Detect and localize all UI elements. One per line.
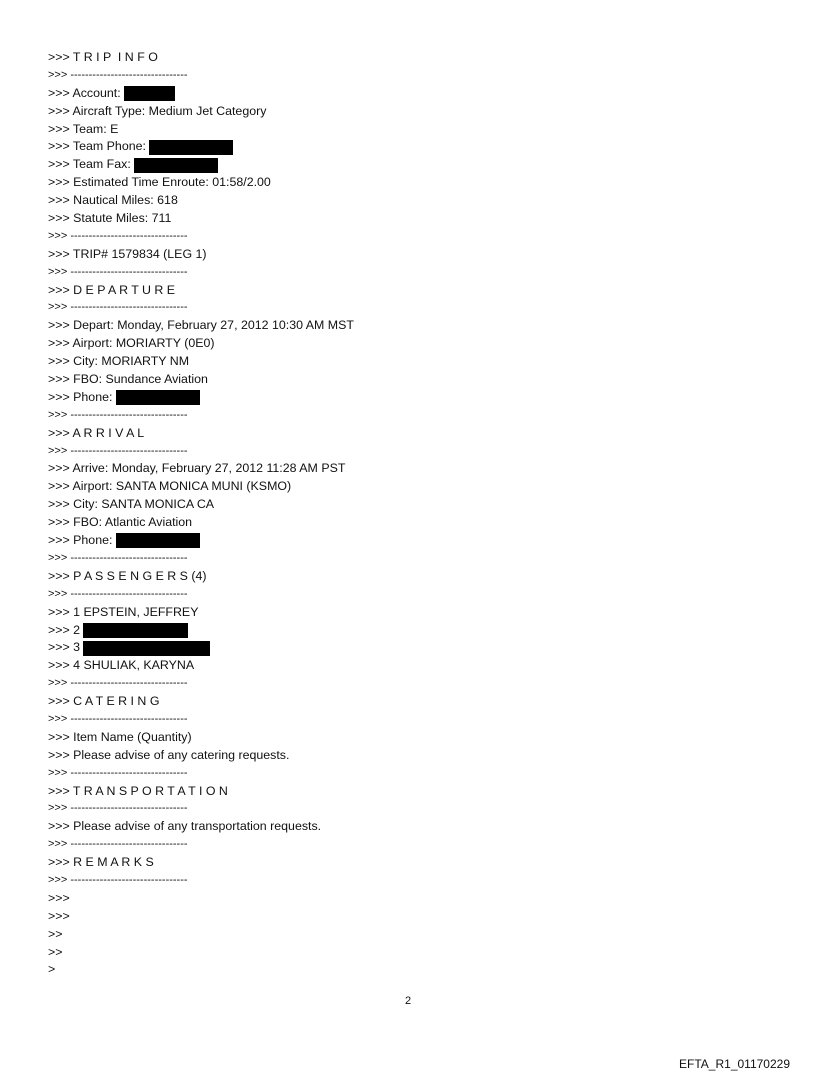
- doc-line-15: [48, 299, 748, 317]
- line-text: >>> --------------------------------: [48, 712, 188, 725]
- email-trip-document: [48, 49, 748, 979]
- doc-line-04: [48, 103, 748, 121]
- line-text: >>> 4 SHULIAK, KARYNA: [48, 658, 195, 673]
- line-text: >>> FBO: Atlantic Aviation: [48, 515, 193, 530]
- doc-line-14: [48, 282, 748, 300]
- doc-line-33: [48, 622, 748, 640]
- line-text: >>> --------------------------------: [48, 444, 188, 457]
- doc-line-46: [48, 854, 748, 872]
- doc-line-32: [48, 604, 748, 622]
- doc-line-49: [48, 908, 748, 926]
- line-text: >>> --------------------------------: [48, 838, 188, 851]
- doc-line-35: [48, 657, 748, 675]
- doc-line-40: [48, 747, 748, 765]
- line-text: >>> --------------------------------: [48, 802, 188, 815]
- doc-line-03: [48, 85, 748, 103]
- line-text: >>> --------------------------------: [48, 873, 188, 886]
- line-text: >>> Team Phone:: [48, 139, 150, 154]
- line-text: >>> A R R I V A L: [48, 425, 145, 440]
- page-number: 2: [404, 995, 412, 1007]
- line-text: >>> Team Fax:: [48, 157, 135, 172]
- line-text: >>> --------------------------------: [48, 677, 188, 690]
- line-text: >>> C A T E R I N G: [48, 694, 160, 709]
- doc-line-38: [48, 711, 748, 729]
- line-text: >>> --------------------------------: [48, 68, 188, 81]
- line-text: >>> T R I P I N F O: [48, 50, 158, 64]
- line-text: >>: [48, 926, 63, 941]
- doc-line-42: [48, 783, 748, 801]
- doc-line-20: [48, 389, 748, 407]
- line-text: >>> --------------------------------: [48, 229, 188, 242]
- doc-line-25: [48, 478, 748, 496]
- doc-line-36: [48, 675, 748, 693]
- line-text: >>> Depart: Monday, February 27, 2012 10:30 AM MST: [48, 318, 354, 333]
- redaction-box: [116, 390, 200, 405]
- redaction-box: [83, 623, 188, 638]
- doc-line-13: [48, 264, 748, 282]
- line-text: >>> --------------------------------: [48, 551, 188, 564]
- doc-line-50: [48, 926, 748, 944]
- line-text: >>> Please advise of any catering requests.: [48, 747, 290, 762]
- doc-line-34: [48, 639, 748, 657]
- doc-line-45: [48, 836, 748, 854]
- line-text: >>> --------------------------------: [48, 265, 188, 278]
- doc-line-31: [48, 586, 748, 604]
- doc-line-28: [48, 532, 748, 550]
- doc-line-05: [48, 121, 748, 139]
- redaction-box: [134, 158, 218, 173]
- doc-line-52: [48, 961, 748, 979]
- doc-line-06: [48, 138, 748, 156]
- doc-line-29: [48, 550, 748, 568]
- line-text: >>> --------------------------------: [48, 766, 188, 779]
- line-text: >>> D E P A R T U R E: [48, 282, 176, 297]
- line-text: >>> Airport: SANTA MONICA MUNI (KSMO): [48, 479, 292, 494]
- redaction-box: [149, 140, 233, 155]
- line-text: >>> Please advise of any transportation requests.: [48, 819, 322, 834]
- line-text: >>> Statute Miles: 711: [48, 211, 172, 226]
- doc-line-09: [48, 192, 748, 210]
- line-text: >>> --------------------------------: [48, 301, 188, 314]
- doc-line-39: [48, 729, 748, 747]
- doc-line-23: [48, 443, 748, 461]
- line-text: >>> FBO: Sundance Aviation: [48, 372, 208, 387]
- doc-line-51: [48, 944, 748, 962]
- doc-line-11: [48, 228, 748, 246]
- line-text: >>> Estimated Time Enroute: 01:58/2.00: [48, 175, 271, 190]
- doc-line-21: [48, 407, 748, 425]
- doc-line-02: [48, 67, 748, 85]
- line-text: >>> Nautical Miles: 618: [48, 193, 178, 208]
- line-text: >>> T R A N S P O R T A T I O N: [48, 783, 228, 798]
- line-text: >>> Airport: MORIARTY (0E0): [48, 336, 215, 351]
- doc-line-44: [48, 818, 748, 836]
- doc-line-48: [48, 890, 748, 908]
- line-text: >>>: [48, 890, 70, 905]
- line-text: >>>: [48, 908, 70, 923]
- line-text: >>> City: MORIARTY NM: [48, 354, 190, 369]
- bates-number: EFTA_R1_01170229: [679, 1057, 790, 1071]
- line-text: >>> TRIP# 1579834 (LEG 1): [48, 246, 207, 261]
- line-text: >>> Item Name (Quantity): [48, 729, 192, 744]
- doc-line-16: [48, 317, 748, 335]
- line-text: >>> Phone:: [48, 389, 116, 404]
- doc-line-26: [48, 496, 748, 514]
- redaction-box: [116, 533, 200, 548]
- doc-line-12: [48, 246, 748, 264]
- line-text: >>> Phone:: [48, 533, 116, 548]
- line-text: >>> 1 EPSTEIN, JEFFREY: [48, 604, 199, 619]
- doc-line-37: [48, 693, 748, 711]
- doc-line-19: [48, 371, 748, 389]
- line-text: >>> Aircraft Type: Medium Jet Category: [48, 103, 267, 118]
- line-text: >>> City: SANTA MONICA CA: [48, 497, 215, 512]
- doc-line-47: [48, 872, 748, 890]
- line-text: >>> Team: E: [48, 121, 119, 136]
- line-text: >>> --------------------------------: [48, 587, 188, 600]
- doc-line-01: [48, 49, 748, 67]
- line-text: >>> 2: [48, 622, 84, 637]
- doc-line-18: [48, 353, 748, 371]
- doc-line-27: [48, 514, 748, 532]
- doc-line-08: [48, 174, 748, 192]
- line-text: >>> 3: [48, 640, 84, 655]
- line-text: >>> Arrive: Monday, February 27, 2012 11:28 AM PST: [48, 461, 346, 476]
- doc-line-22: [48, 425, 748, 443]
- doc-line-41: [48, 765, 748, 783]
- doc-line-24: [48, 460, 748, 478]
- doc-line-43: [48, 800, 748, 818]
- redaction-box: [124, 86, 175, 101]
- line-text: >>> --------------------------------: [48, 408, 188, 421]
- redaction-box: [83, 641, 210, 656]
- line-text: >>> P A S S E N G E R S (4): [48, 568, 207, 583]
- doc-line-30: [48, 568, 748, 586]
- doc-line-17: [48, 335, 748, 353]
- line-text: >: [48, 962, 56, 977]
- line-text: >>: [48, 944, 63, 959]
- doc-line-10: [48, 210, 748, 228]
- doc-line-07: [48, 156, 748, 174]
- line-text: >>> Account:: [48, 85, 125, 100]
- line-text: >>> R E M A R K S: [48, 855, 154, 870]
